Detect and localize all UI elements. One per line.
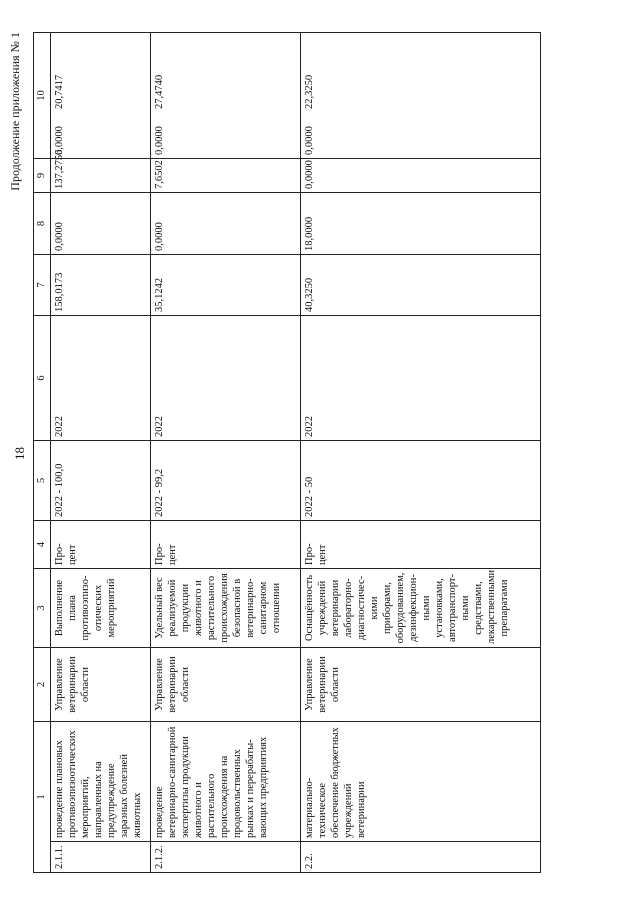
table-row bbox=[51, 33, 151, 873]
col-header-6: 6 bbox=[34, 316, 51, 441]
target-value: 2022 - 50 bbox=[301, 441, 541, 521]
program-table bbox=[33, 32, 541, 873]
funding-regional-value: 7,6502 bbox=[154, 160, 165, 189]
funding-other bbox=[51, 33, 151, 159]
row-id: 2.1.2. bbox=[151, 842, 301, 873]
continuation-label: Продолжение приложения № 1 bbox=[8, 32, 22, 191]
funding-other-value: 27,4740 bbox=[154, 74, 165, 109]
target-value: 2022 - 99,2 bbox=[151, 441, 301, 521]
funding-regional-value: 0,0000 bbox=[304, 160, 315, 189]
funding-other bbox=[151, 33, 301, 159]
col-header-2: 2 bbox=[34, 648, 51, 722]
unit: Про-цент bbox=[151, 521, 301, 569]
col-header-10: 10 bbox=[34, 33, 51, 159]
target-value: 2022 - 100,0 bbox=[51, 441, 151, 521]
funding-municipal: 0,0000 bbox=[54, 126, 65, 155]
funding-other-value: 22,3250 bbox=[304, 74, 315, 109]
indicator: Удельный вес реализуемой продукции животного и растительного происхождения безопасной в ветеринарно-санитарном отношении bbox=[151, 569, 301, 648]
col-header-4: 4 bbox=[34, 521, 51, 569]
funding-other bbox=[301, 33, 541, 159]
activity-name: проведение плановых противоэпизоотических мероприятий, направленных на предупреждение заразных болезней животных bbox=[51, 722, 151, 842]
col-header-8: 8 bbox=[34, 193, 51, 255]
funding-total: 40,3250 bbox=[301, 255, 541, 316]
column-number-row bbox=[34, 33, 51, 873]
funding-total: 158,0173 bbox=[51, 255, 151, 316]
indicator: Оснащённость учреждений ветеринарии лабораторно-диагностичес-кими приборами, оборудованием, дезинфекцион-ными установками, автотранспорт-ными средствами, лекарственными препаратами bbox=[301, 569, 541, 648]
funding-federal: 0,0000 bbox=[151, 193, 301, 255]
year: 2022 bbox=[151, 316, 301, 441]
table-row bbox=[301, 33, 541, 873]
table-row bbox=[151, 33, 301, 873]
page-number: 18 bbox=[12, 447, 27, 460]
col-header-1: 1 bbox=[34, 722, 51, 873]
row-id: 2.2. bbox=[301, 842, 541, 873]
indicator: Выполнение плана противоэпизо-отических мероприятий bbox=[51, 569, 151, 648]
col-header-3: 3 bbox=[34, 569, 51, 648]
col-header-9: 9 bbox=[34, 159, 51, 193]
activity-name: проведение ветеринарно-санитарной экспертизы продукции животного и растительного происхождения на продовольственных рынках и перерабаты-вающих предприятиях bbox=[151, 722, 301, 842]
row-id: 2.1.1. bbox=[51, 842, 151, 873]
funding-federal: 18,0000 bbox=[301, 193, 541, 255]
funding-municipal: 0,0000 bbox=[154, 126, 165, 155]
year: 2022 bbox=[301, 316, 541, 441]
funding-municipal: 0,0000 bbox=[304, 126, 315, 155]
unit: Про-цент bbox=[51, 521, 151, 569]
executor: Управление ветеринарии области bbox=[51, 648, 151, 722]
col-header-7: 7 bbox=[34, 255, 51, 316]
year: 2022 bbox=[51, 316, 151, 441]
col-header-5: 5 bbox=[34, 441, 51, 521]
funding-total: 35,1242 bbox=[151, 255, 301, 316]
unit: Про-цент bbox=[301, 521, 541, 569]
executor: Управление ветеринарии области bbox=[301, 648, 541, 722]
executor: Управление ветеринарии области bbox=[151, 648, 301, 722]
funding-regional bbox=[151, 159, 301, 193]
funding-other-value: 20,7417 bbox=[54, 74, 65, 109]
funding-federal: 0,0000 bbox=[51, 193, 151, 255]
activity-name: материально-техническое обеспечение бюджетных учреждений ветеринарии bbox=[301, 722, 541, 842]
funding-regional bbox=[51, 149, 151, 193]
funding-regional-value: 137,2756 bbox=[54, 149, 65, 189]
funding-regional bbox=[301, 159, 541, 193]
